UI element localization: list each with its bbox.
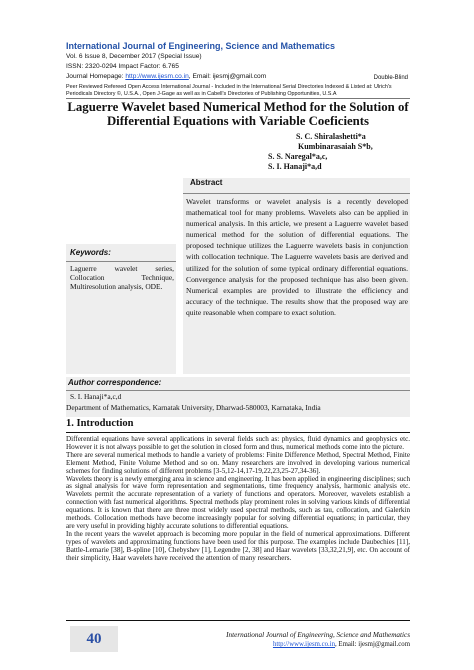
abstract-heading: Abstract <box>190 178 223 187</box>
author-list <box>258 132 408 172</box>
correspondence-heading: Author correspondence: <box>68 378 162 387</box>
review-type: Double-Blind <box>373 75 408 81</box>
homepage-link[interactable]: http://www.ijesm.co.in <box>125 73 189 80</box>
header-email: , Email: ijesmj@gmail.com <box>188 73 267 80</box>
homepage-label: Journal Homepage: <box>66 73 126 80</box>
introduction-divider <box>66 432 410 433</box>
page-number: 40 <box>70 626 118 652</box>
intro-paragraph: Wavelets theory is a newly emerging area in science and engineering. It has been applied in engineering disciplines; such as signal analysis for wave form representation and segmentations, time frequency analysis, harmonic analysis etc. Wavelets permit the accurate representation of a variety of functions and operators. Moreover, wavelets establish a connection with fast numerical algorithms. Spectral methods play prominent roles in solving various kinds of differential equations. It is known that there are three most widely used spectral methods, such as tau, collocation, and Galerkin methods. Collocation methods have become increasingly popular for solving differential equations; in particular, they are very useful in providing highly accurate solutions to differential equations. <box>66 474 410 530</box>
author-2: Kumbinarasaiah S*b, <box>298 142 373 151</box>
author-3: S. S. Naregal*a,c, <box>268 152 328 161</box>
author-1: S. C. Shiralashetti*a <box>296 132 366 141</box>
correspondence-divider <box>66 390 410 391</box>
journal-name: International Journal of Engineering, Science and Mathematics <box>66 41 336 51</box>
footer-website-link[interactable]: http://www.ijesm.co.in <box>272 641 336 648</box>
intro-paragraph: Differential equations have several applications in several fields such as: physics, fluid dynamics and geophysics etc. However it is not always possible to get the solution in closed form and thus, numerical methods come into the picture. <box>66 435 410 451</box>
volume-info: Vol. 6 Issue 8, December 2017 (Special Issue) <box>66 53 202 60</box>
correspondence-name: S. I. Hanaji*a,c,d <box>70 392 122 401</box>
keywords-divider <box>66 261 176 262</box>
header-divider <box>66 98 410 99</box>
footer-divider <box>66 620 410 621</box>
issn-info: ISSN: 2320-0294 Impact Factor: 6.765 <box>66 63 179 70</box>
keywords-text: Laguerre wavelet series, Collocation Technique, Multiresolution analysis, ODE. <box>70 264 174 291</box>
keywords-heading: Keywords: <box>70 248 111 257</box>
footer-email: , Email: ijesmj@gmail.com <box>335 641 410 648</box>
abstract-divider <box>183 193 410 194</box>
intro-paragraph: There are several numerical methods to handle a variety of problems: Finite Difference Method, Spectral Method, Finite Element Method, Finite Volume Method and so on. Many researchers are involved in developing various numerical schemes for finding solutions of different problems [3-5,12-14,17-19,22,23,25-27,34-36]. <box>66 450 410 475</box>
introduction-heading: 1. Introduction <box>66 418 134 429</box>
homepage-line <box>66 73 266 80</box>
abstract-text: Wavelet transforms or wavelet analysis is a recently developed mathematical tool for many problems. Wavelets also can be applied in numerical analysis. In this article, we present a Laguerre wavelet based numerical method for the solution of differential equations. The proposed technique utilizes the Laguerre wavelets basis in conjunction with collocation technique. The Laguerre wavelets basis are derived and utilized for the solution of some typical ordinary differential equations. Convergence analysis for the proposed technique has also been given. Numerical examples are provided to illustrate the efficiency and accuracy of the technique. The results show that the proposed way are quite reasonable when compare to exact solution. <box>186 197 408 317</box>
footer-web-line <box>200 641 410 648</box>
intro-paragraph: In the recent years the wavelet approach is becoming more popular in the field of numerical approximations. Different types of wavelets and approximating functions have been used for this purpose. The examples include Daubechies [11], Battle-Lemarie [38], B-spline [10], Chebyshev [1], Legendre [2, 38] and Haar wavelets [33,32,21,9], etc. On account of their simplicity, Haar wavelets have received the attention of many researchers. <box>66 529 410 562</box>
footer-journal-name: International Journal of Engineering, Science and Mathematics <box>226 631 410 639</box>
correspondence-department: Department of Mathematics, Karnatak University, Dharwad-580003, Karnataka, India <box>66 403 321 412</box>
introduction-body <box>66 436 410 563</box>
author-4: S. I. Hanaji*a,d <box>268 162 322 171</box>
indexing-note: Peer Reviewed Refereed Open Access International Journal - Included in the International Serial Directories Indexed & Listed at: Ulrich's Periodicals Directory ©, U.S.A., Open J-Gage as well as in Cabell's Directories of Publishing Opportunities, U.S.A <box>66 84 392 97</box>
article-title: Laguerre Wavelet based Numerical Method for the Solution of Differential Equations with Variable Coeficients <box>67 100 409 128</box>
